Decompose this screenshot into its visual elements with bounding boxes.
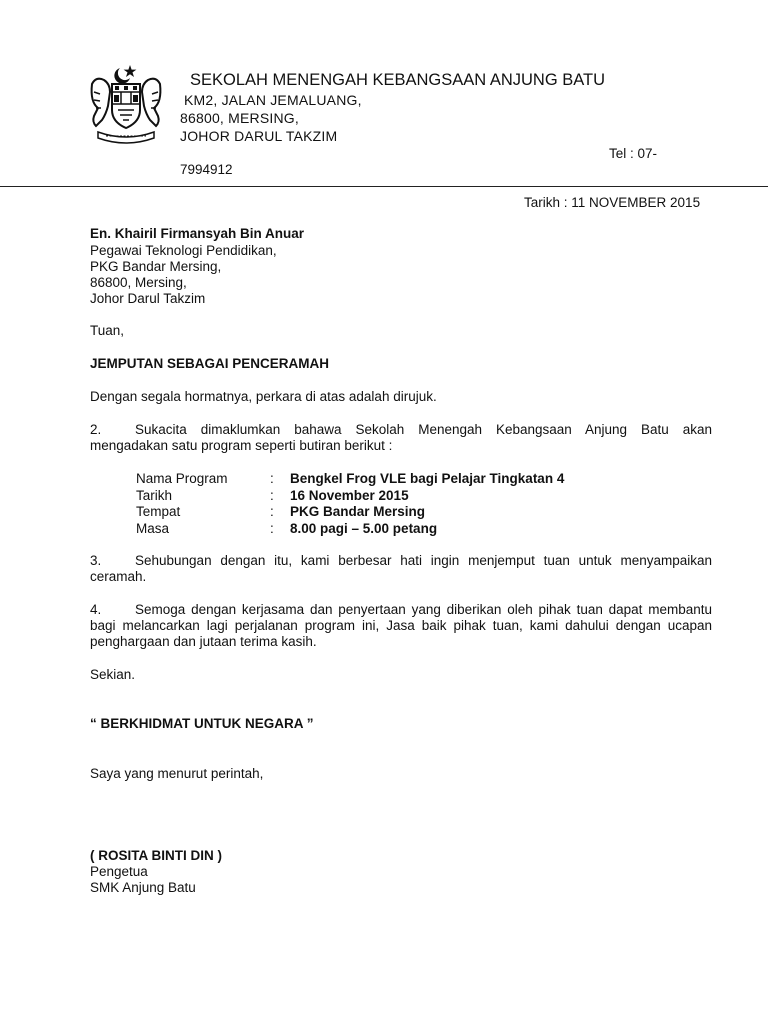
detail-separator: : — [270, 520, 274, 536]
paragraph-4-line-1 — [90, 602, 712, 618]
paragraph-text: Sehubungan dengan itu, kami berbesar hati ingin menjemput tuan untuk menyampaikan — [135, 553, 712, 568]
salutation: Tuan, — [90, 323, 125, 338]
signatory-name: ( ROSITA BINTI DIN ) — [90, 848, 222, 863]
detail-label: Tempat — [136, 504, 181, 519]
detail-label: Nama Program — [136, 471, 228, 486]
header-divider — [0, 186, 768, 187]
detail-label: Masa — [136, 520, 170, 536]
paragraph-1: Dengan segala hormatnya, perkara di atas adalah dirujuk. — [90, 389, 437, 404]
school-name: SEKOLAH MENENGAH KEBANGSAAN ANJUNG BATU — [190, 71, 606, 89]
address-line: JOHOR DARUL TAKZIM — [180, 128, 338, 144]
detail-separator: : — [270, 487, 274, 503]
paragraph-text: Semoga dengan kerjasama dan penyertaan yang diberikan oleh pihak tuan dapat membantu — [135, 602, 712, 617]
signatory-organization: SMK Anjung Batu — [90, 880, 196, 895]
paragraph-3-line-1 — [90, 553, 712, 569]
address-line: KM2, JALAN JEMALUANG, — [184, 92, 362, 108]
paragraph-number: 4. — [90, 602, 102, 617]
sign-off: Saya yang menurut perintah, — [90, 766, 264, 781]
detail-separator: : — [270, 504, 274, 519]
telephone-label: Tel : 07- — [609, 146, 658, 161]
paragraph-number: 3. — [90, 553, 102, 568]
recipient-line: Johor Darul Takzim — [90, 291, 206, 306]
recipient-name: En. Khairil Firmansyah Bin Anuar — [90, 226, 305, 241]
detail-label: Tarikh — [136, 487, 173, 503]
detail-value: 8.00 pagi – 5.00 petang — [290, 520, 438, 536]
letter-subject: JEMPUTAN SEBAGAI PENCERAMAH — [90, 356, 330, 371]
motto: “ BERKHIDMAT UNTUK NEGARA ” — [90, 716, 314, 731]
letter-date: Tarikh : 11 NOVEMBER 2015 — [524, 195, 701, 210]
paragraph-3-line-2: ceramah. — [90, 569, 147, 584]
telephone-number: 7994912 — [180, 162, 233, 177]
recipient-line: Pegawai Teknologi Pendidikan, — [90, 243, 277, 258]
recipient-line: PKG Bandar Mersing, — [90, 259, 222, 274]
detail-value: PKG Bandar Mersing — [290, 504, 426, 519]
paragraph-2-line-1 — [90, 422, 712, 438]
paragraph-number: 2. — [90, 422, 102, 437]
detail-value: 16 November 2015 — [290, 487, 409, 503]
detail-value: Bengkel Frog VLE bagi Pelajar Tingkatan 4 — [290, 471, 565, 486]
paragraph-4-line-2: bagi melancarkan lagi perjalanan program ini, Jasa baik pihak tuan, kami dahului dengan ucapan — [90, 618, 712, 633]
closing-text: Sekian. — [90, 667, 136, 682]
paragraph-2-line-2: mengadakan satu program seperti butiran berikut : — [90, 438, 393, 453]
signatory-title: Pengetua — [90, 864, 148, 879]
paragraph-4-line-3: penghargaan dan jutaan terima kasih. — [90, 634, 317, 649]
detail-separator: : — [270, 471, 274, 486]
recipient-line: 86800, Mersing, — [90, 275, 187, 290]
paragraph-text: Sukacita dimaklumkan bahawa Sekolah Menengah Kebangsaan Anjung Batu akan — [135, 422, 712, 437]
address-line: 86800, MERSING, — [180, 110, 299, 126]
coat-of-arms-icon — [86, 62, 166, 144]
